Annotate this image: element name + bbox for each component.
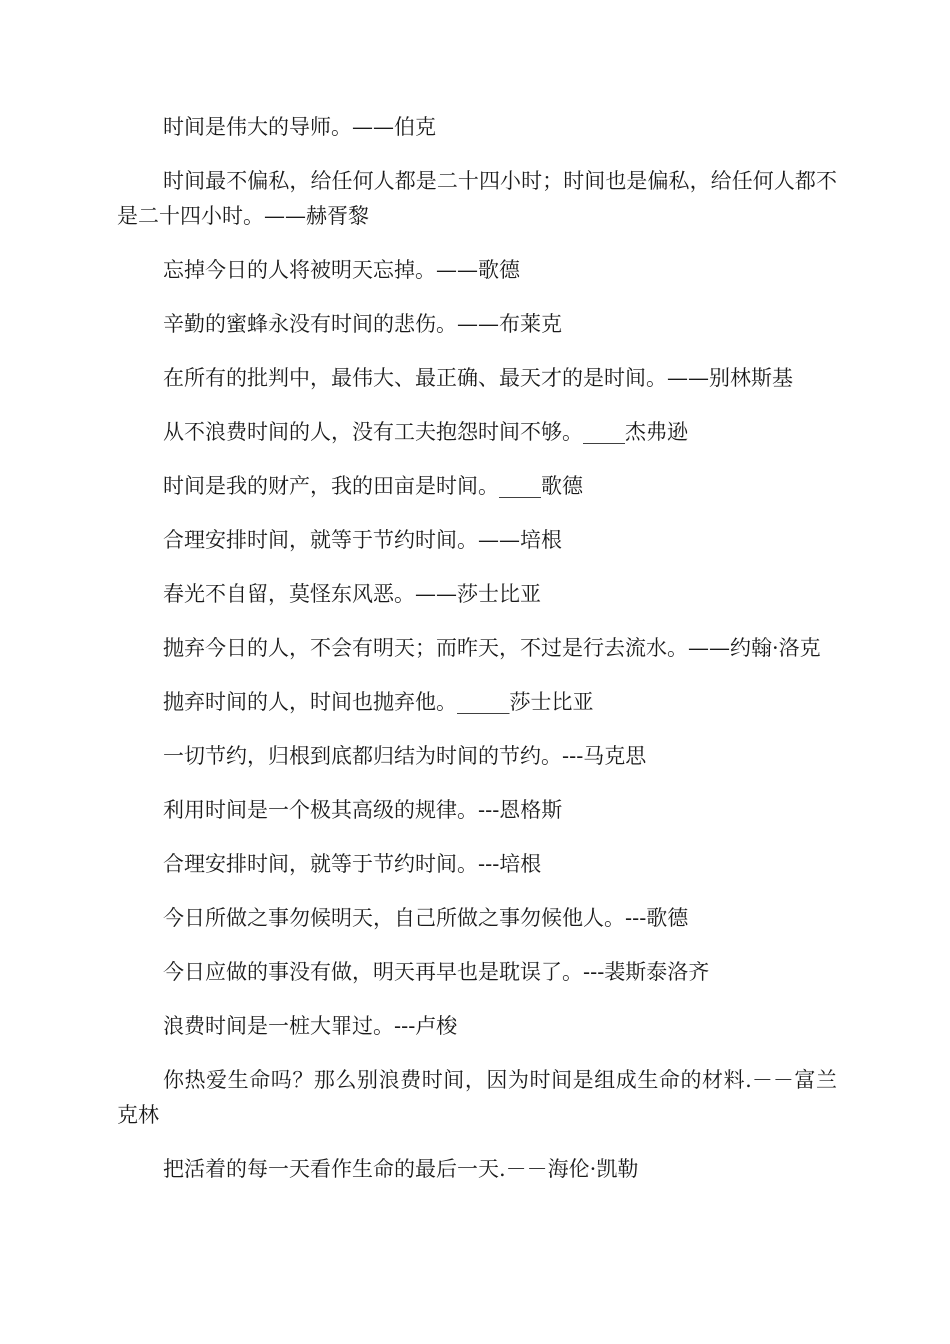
- quote-list: [117, 110, 837, 1206]
- quote-paragraph: 在所有的批判中，最伟大、最正确、最天才的是时间。——别林斯基: [163, 366, 793, 390]
- quote-paragraph: 今日应做的事没有做，明天再早也是耽误了。---裴斯泰洛齐: [163, 960, 710, 984]
- quote-paragraph: 春光不自留，莫怪东风恶。——莎士比亚: [163, 582, 541, 606]
- quote-paragraph: 合理安排时间，就等于节约时间。---培根: [163, 852, 542, 876]
- quote-paragraph: 今日所做之事勿候明天，自己所做之事勿候他人。---歌德: [163, 906, 689, 930]
- quote-paragraph: 把活着的每一天看作生命的最后一天.－－海伦·凯勒: [163, 1157, 639, 1181]
- quote-paragraph: 抛弃今日的人，不会有明天；而昨天，不过是行去流水。——约翰·洛克: [163, 636, 821, 660]
- quote-paragraph: 利用时间是一个极其高级的规律。---恩格斯: [163, 798, 563, 822]
- quote-paragraph: 时间是我的财产，我的田亩是时间。____歌德: [163, 474, 583, 498]
- quote-paragraph: 时间是伟大的导师。——伯克: [163, 115, 436, 139]
- quote-paragraph: 合理安排时间，就等于节约时间。——培根: [163, 528, 562, 552]
- quote-paragraph: 抛弃时间的人，时间也抛弃他。_____莎士比亚: [163, 690, 594, 714]
- quote-paragraph: 辛勤的蜜蜂永没有时间的悲伤。——布莱克: [163, 312, 562, 336]
- quote-paragraph: 时间最不偏私，给任何人都是二十四小时；时间也是偏私，给任何人都不是二十四小时。——赫胥黎: [117, 169, 837, 228]
- quote-paragraph: 浪费时间是一桩大罪过。---卢梭: [163, 1014, 458, 1038]
- quote-paragraph: 忘掉今日的人将被明天忘掉。——歌德: [163, 258, 520, 282]
- quote-paragraph: 一切节约，归根到底都归结为时间的节约。---马克思: [163, 744, 647, 768]
- quote-paragraph: 你热爱生命吗？那么别浪费时间，因为时间是组成生命的材料.－－富兰克林: [117, 1068, 837, 1127]
- quote-paragraph: 从不浪费时间的人，没有工夫抱怨时间不够。____杰弗逊: [163, 420, 688, 444]
